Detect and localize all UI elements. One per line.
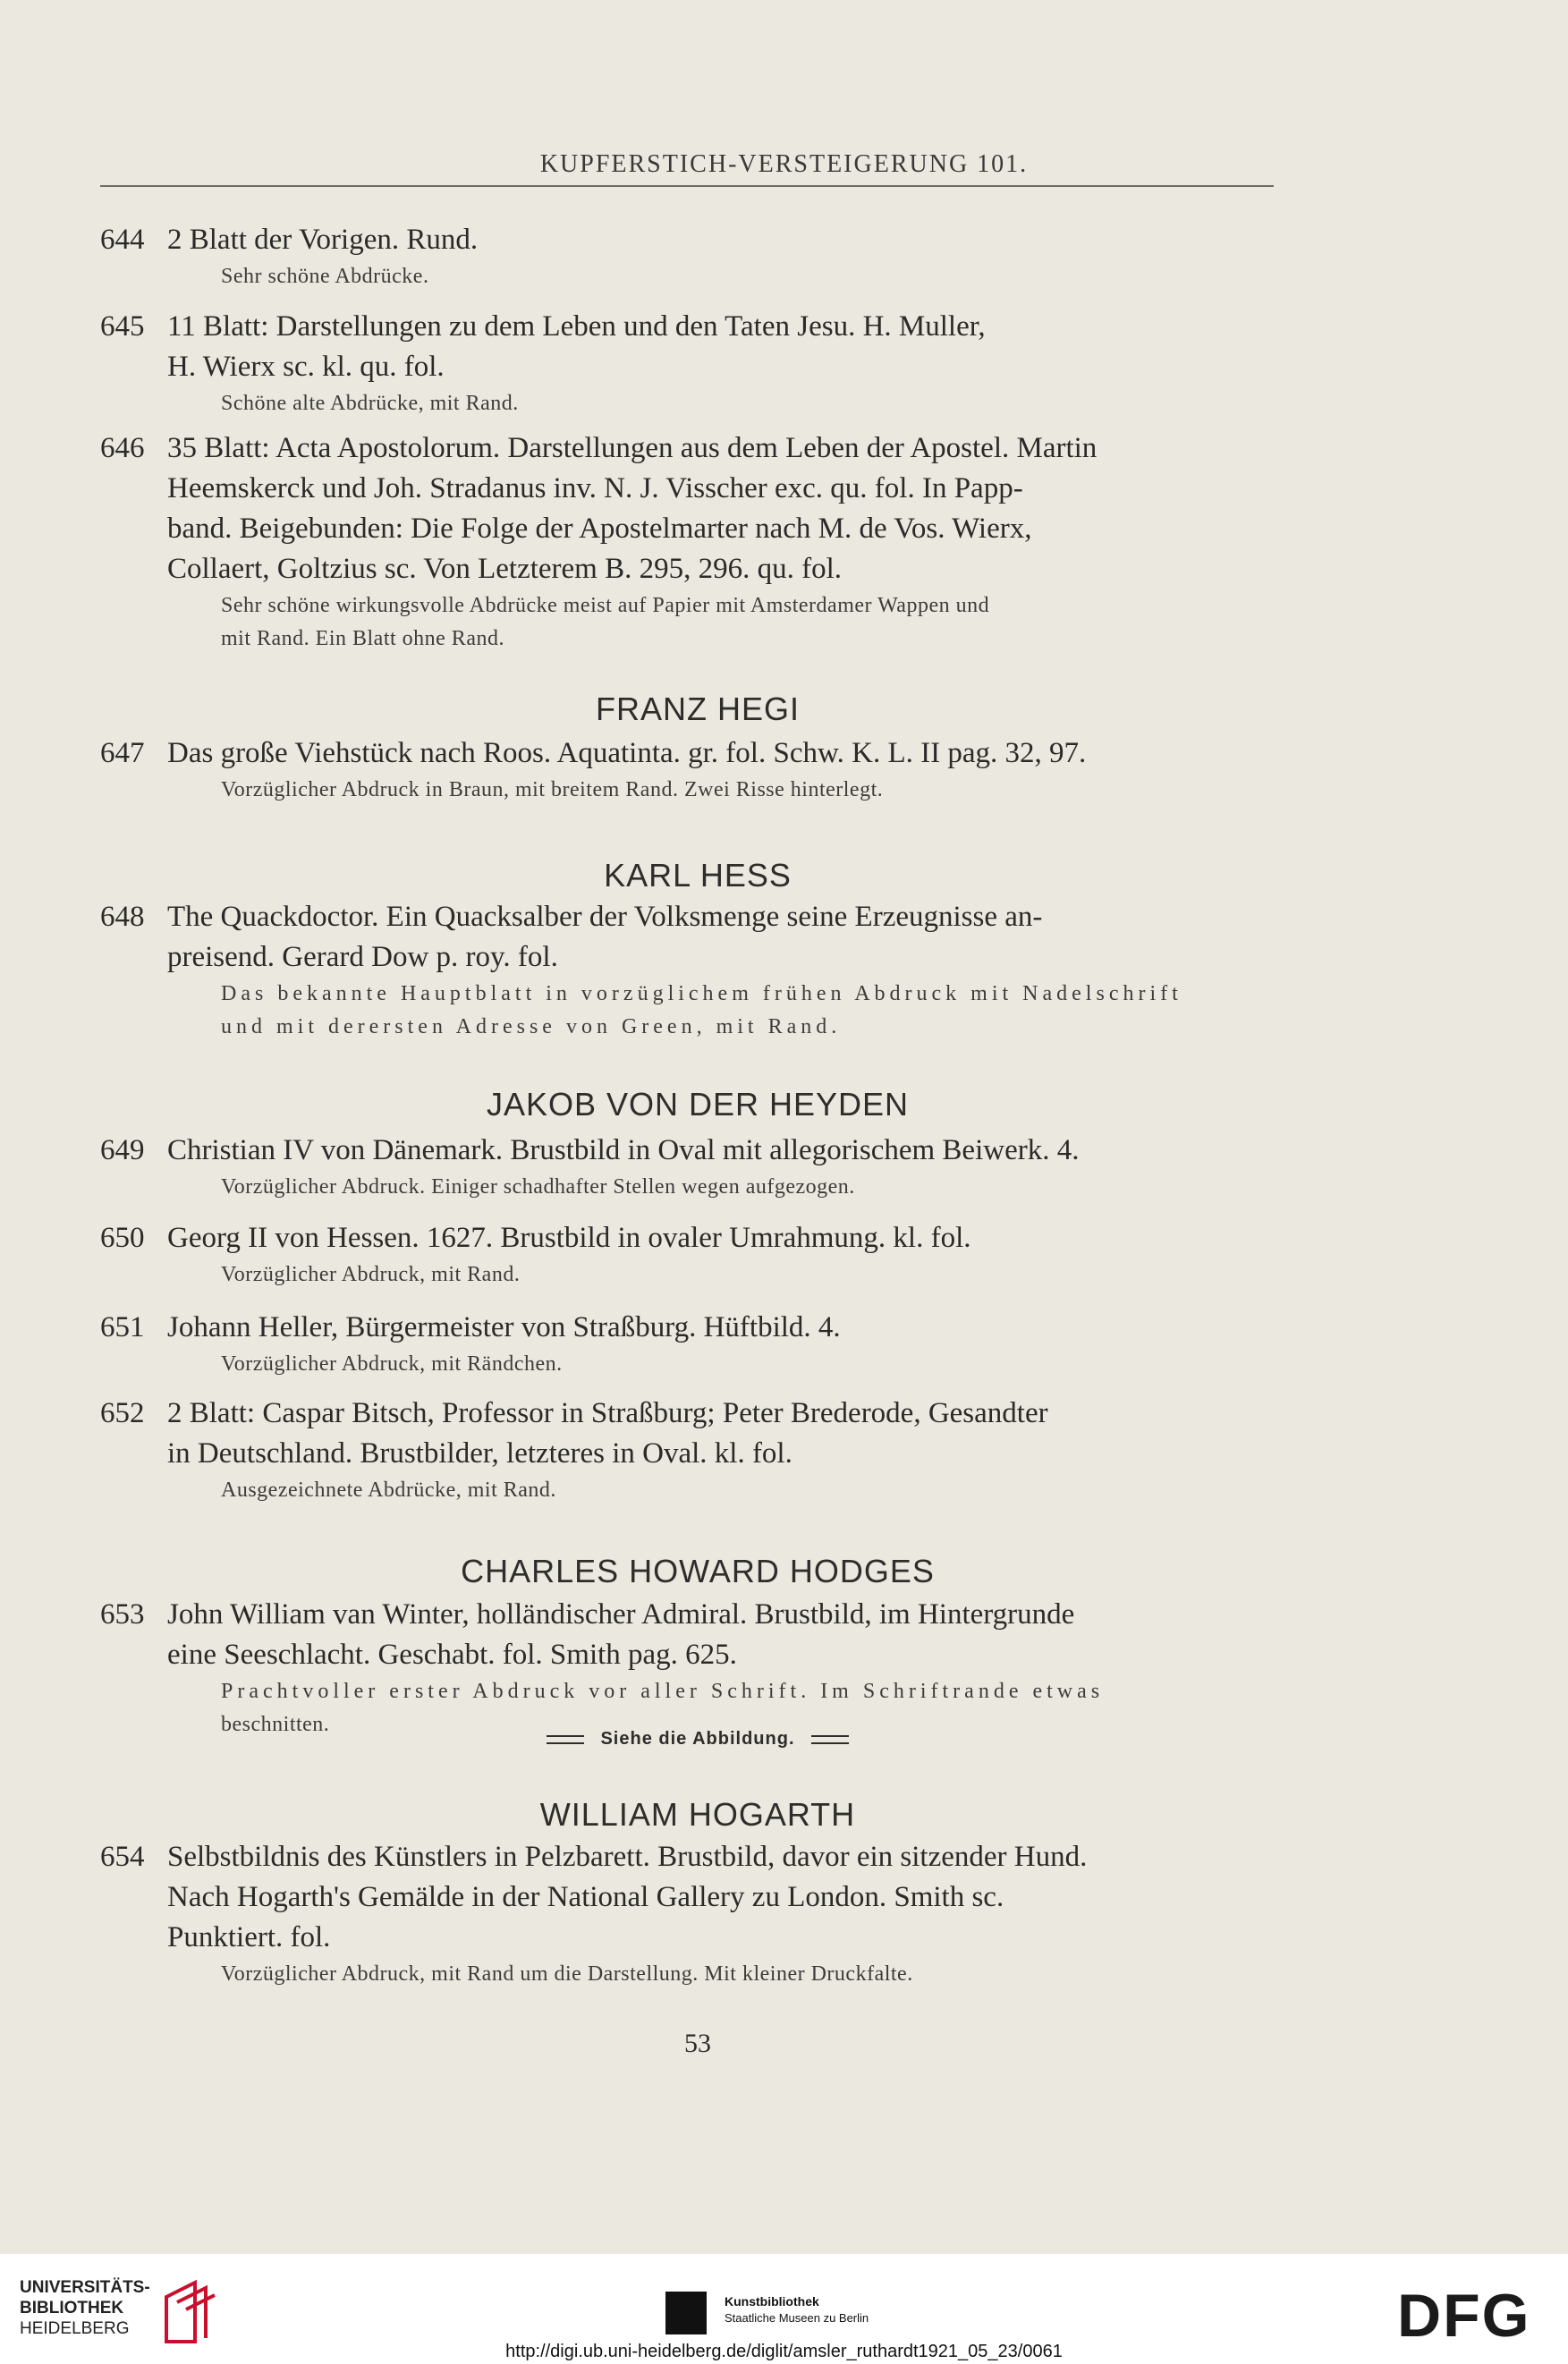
lot-text: H. Wierx sc. kl. qu. fol. [167, 351, 445, 383]
lot-text: preisend. Gerard Dow p. roy. fol. [167, 941, 558, 973]
lot-text: 2 Blatt der Vorigen. Rund. [167, 224, 479, 256]
lot-text: Collaert, Goltzius sc. Von Letzterem B. 295, 296. qu. fol. [167, 553, 843, 585]
lot-text: Selbstbildnis des Künstlers in Pelzbarett. Brustbild, davor ein sitzender Hund. [167, 1841, 1088, 1873]
ub-heidelberg-wordmark[interactable]: UNIVERSITÄTS- BIBLIOTHEK HEIDELBERG [20, 2278, 150, 2338]
lot-note: Sehr schöne Abdrücke. [221, 265, 429, 288]
lot-text: band. Beigebunden: Die Folge der Apostelmarter nach M. de Vos. Wierx, [167, 513, 1032, 545]
lot-number: 651 [100, 1311, 145, 1343]
double-rule [811, 1735, 849, 1744]
lot-650 [100, 1218, 1281, 1292]
lot-text: Heemskerck und Joh. Stradanus inv. N. J. Visscher exc. qu. fol. In Papp- [167, 472, 1023, 504]
lot-number: 648 [100, 901, 145, 933]
lot-number: 650 [100, 1222, 145, 1254]
double-rule [547, 1735, 584, 1744]
artist-heading: JAKOB VON DER HEYDEN [486, 1086, 910, 1123]
lot-text: 11 Blatt: Darstellungen zu dem Leben und den Taten Jesu. H. Muller, [167, 310, 986, 343]
lot-text: Nach Hogarth's Gemälde in der National Gallery zu London. Smith sc. [167, 1881, 1004, 1913]
lot-649 [100, 1131, 1281, 1204]
see-illustration-note: Siehe die Abbildung. [0, 1729, 1395, 1750]
page-number: 53 [684, 2029, 711, 2058]
lot-note: Prachtvoller erster Abdruck vor aller Schrift. Im Schriftrande etwas [221, 1680, 1105, 1703]
kunstbibliothek-logo-icon[interactable] [665, 2292, 707, 2334]
kunstbibliothek-wordmark[interactable]: Kunstbibliothek Staatliche Museen zu Berlin [725, 2294, 869, 2325]
lot-note: Sehr schöne wirkungsvolle Abdrücke meist auf Papier mit Amsterdamer Wappen und [221, 594, 990, 617]
lot-651 [100, 1308, 1281, 1381]
lot-note: Schöne alte Abdrücke, mit Rand. [221, 392, 519, 415]
lot-number: 653 [100, 1598, 145, 1631]
lot-note: Vorzüglicher Abdruck in Braun, mit breitem Rand. Zwei Risse hinterlegt. [221, 778, 884, 801]
footer-bar [0, 2254, 1568, 2364]
artist-heading: FRANZ HEGI [595, 691, 800, 727]
lot-number: 652 [100, 1397, 145, 1429]
lot-note: Das bekannte Hauptblatt in vorzüglichem frühen Abdruck mit Nadelschrift [221, 982, 1182, 1005]
header-rule [100, 185, 1274, 187]
lot-number: 654 [100, 1841, 145, 1873]
lot-text: 2 Blatt: Caspar Bitsch, Professor in Straßburg; Peter Brederode, Gesandter [167, 1397, 1048, 1429]
artist-heading: KARL HESS [604, 857, 792, 894]
lot-647 [100, 733, 1281, 807]
lot-text: 35 Blatt: Acta Apostolorum. Darstellungen aus dem Leben der Apostel. Martin [167, 432, 1098, 464]
artist-heading: CHARLES HOWARD HODGES [461, 1553, 935, 1589]
lot-text: Christian IV von Dänemark. Brustbild in Oval mit allegorischem Beiwerk. 4. [167, 1134, 1080, 1166]
lot-645 [100, 307, 1281, 420]
lot-number: 649 [100, 1134, 145, 1166]
lot-text: John William van Winter, holländischer Admiral. Brustbild, im Hintergrunde [167, 1598, 1075, 1631]
lot-note: beschnitten. [221, 1713, 330, 1736]
lot-646 [100, 428, 1281, 656]
lot-number: 646 [100, 432, 145, 464]
lot-number: 644 [100, 224, 145, 256]
lot-648 [100, 897, 1281, 1044]
lot-654 [100, 1837, 1281, 1991]
running-head: KUPFERSTICH-VERSTEIGERUNG 101. [539, 150, 1029, 178]
lot-note: Vorzüglicher Abdruck. Einiger schadhafter Stellen wegen aufgezogen. [221, 1175, 855, 1199]
source-url-link[interactable]: http://digi.ub.uni-heidelberg.de/diglit/amsler_ruthardt1921_05_23/0061 [505, 2342, 1063, 2361]
dfg-logo[interactable]: DFG [1397, 2282, 1531, 2350]
lot-number: 645 [100, 310, 145, 343]
lot-text: The Quackdoctor. Ein Quacksalber der Volksmenge seine Erzeugnisse an- [167, 901, 1043, 933]
lot-text: in Deutschland. Brustbilder, letzteres in Oval. kl. fol. [167, 1437, 792, 1470]
lot-text: Punktiert. fol. [167, 1921, 331, 1953]
lot-text: eine Seeschlacht. Geschabt. fol. Smith pag. 625. [167, 1639, 737, 1671]
lot-note: Vorzüglicher Abdruck, mit Rand um die Darstellung. Mit kleiner Druckfalte. [221, 1962, 913, 1986]
lot-note: und mit derersten Adresse von Green, mit Rand. [221, 1015, 842, 1038]
lot-text: Das große Viehstück nach Roos. Aquatinta. gr. fol. Schw. K. L. II pag. 32, 97. [167, 737, 1087, 769]
lot-text: Georg II von Hessen. 1627. Brustbild in ovaler Umrahmung. kl. fol. [167, 1222, 971, 1254]
lot-note: Ausgezeichnete Abdrücke, mit Rand. [221, 1479, 556, 1502]
artist-heading: WILLIAM HOGARTH [539, 1796, 856, 1833]
ub-heidelberg-logo-icon[interactable] [159, 2279, 218, 2345]
lot-644 [100, 220, 1281, 293]
lot-note: Vorzüglicher Abdruck, mit Rändchen. [221, 1352, 563, 1376]
lot-text: Johann Heller, Bürgermeister von Straßburg. Hüftbild. 4. [167, 1311, 841, 1343]
lot-652 [100, 1394, 1281, 1507]
lot-note: Vorzüglicher Abdruck, mit Rand. [221, 1263, 521, 1286]
lot-number: 647 [100, 737, 145, 769]
lot-note: mit Rand. Ein Blatt ohne Rand. [221, 627, 504, 650]
lot-653 [100, 1595, 1281, 1741]
